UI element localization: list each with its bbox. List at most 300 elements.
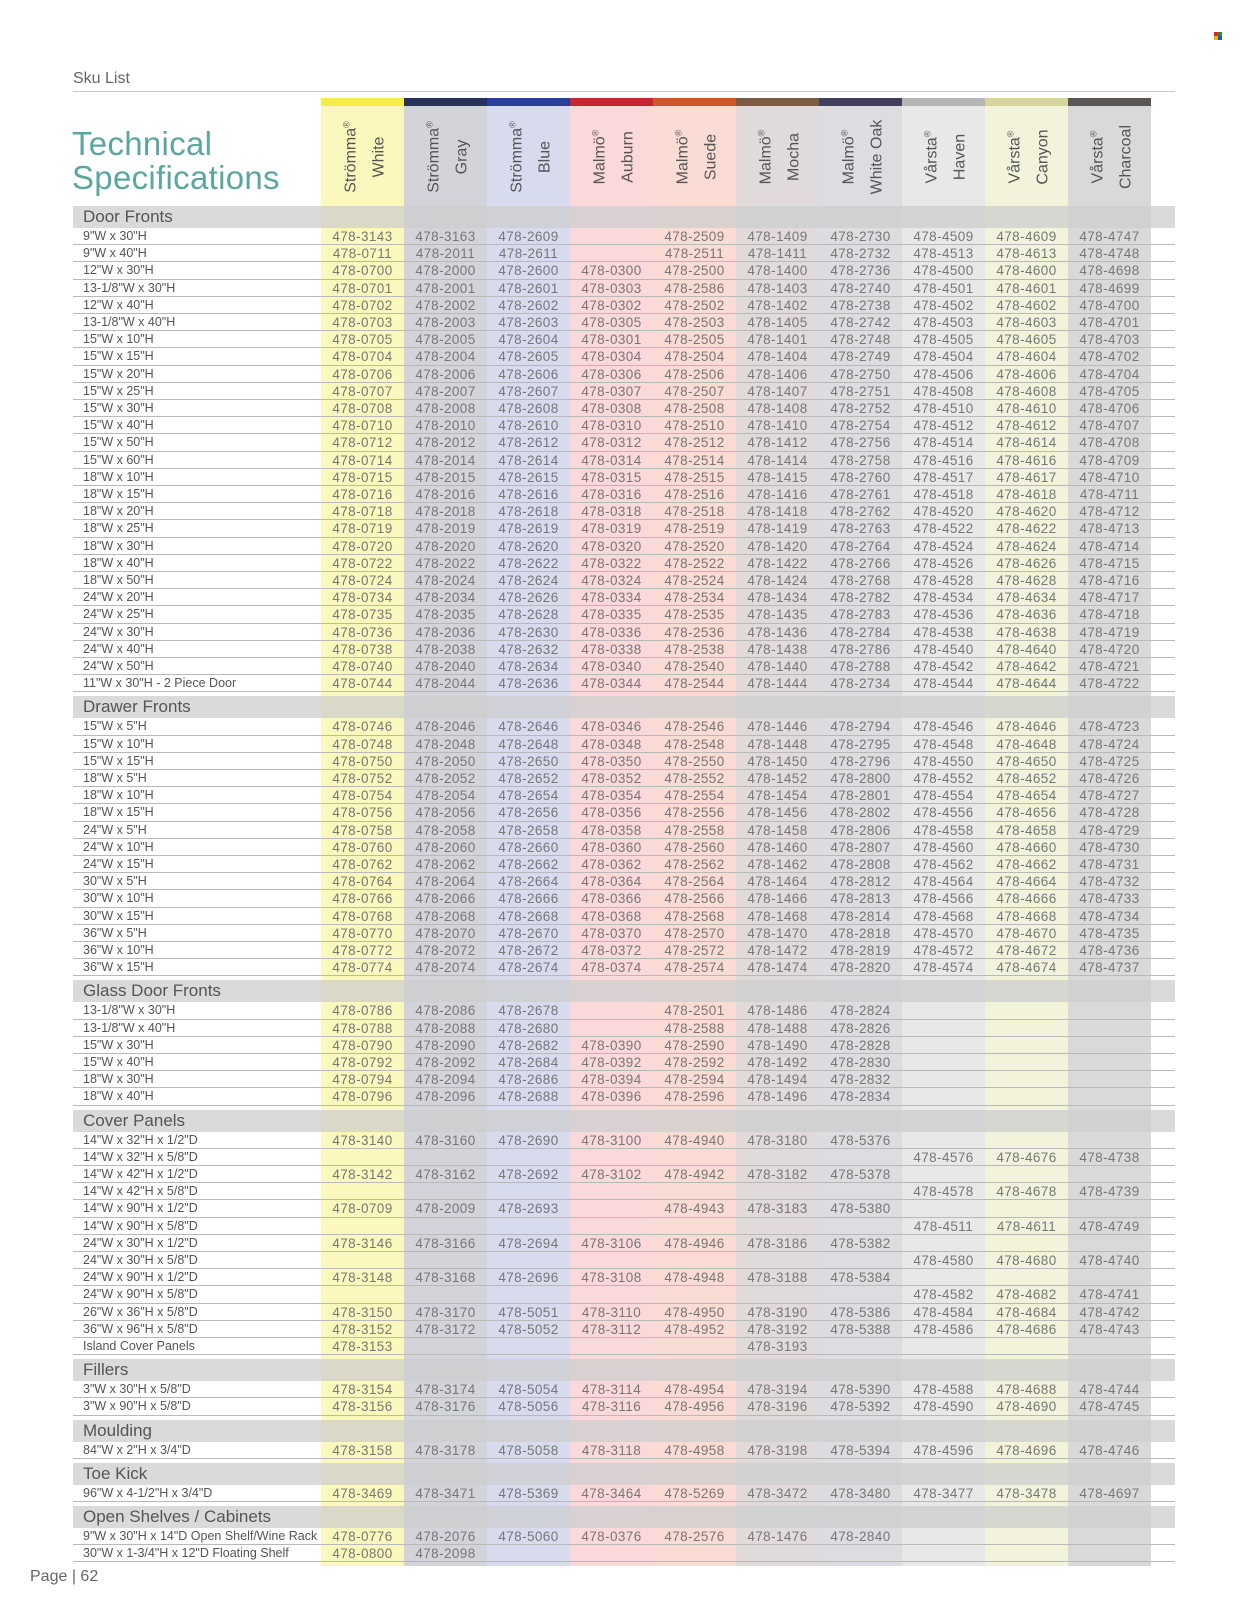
sku-cell: 478-2832 bbox=[830, 1072, 891, 1088]
sku-cell: 478-2512 bbox=[664, 435, 725, 451]
sku-cell: 478-1464 bbox=[747, 874, 808, 890]
sku-cell: 478-0734 bbox=[332, 590, 393, 606]
sku-cell: 478-4682 bbox=[996, 1287, 1057, 1303]
sku-cell: 478-1412 bbox=[747, 435, 808, 451]
sku-cell: 478-4617 bbox=[996, 469, 1057, 485]
sku-cell: 478-0705 bbox=[332, 332, 393, 348]
registered-mark: ® bbox=[423, 121, 434, 128]
sku-cell: 478-2750 bbox=[830, 366, 891, 382]
table-row bbox=[73, 1002, 1175, 1019]
sku-cell: 478-0722 bbox=[332, 555, 393, 571]
sku-cell: 478-1424 bbox=[747, 573, 808, 588]
row-size-label: 36"W x 96"H x 5/8"D bbox=[83, 1321, 198, 1336]
table-row bbox=[73, 856, 1175, 873]
sku-cell: 478-2742 bbox=[830, 315, 891, 330]
row-size-label: 14"W x 32"H x 5/8"D bbox=[83, 1149, 198, 1164]
table-row bbox=[73, 1304, 1175, 1321]
sku-cell: 478-4628 bbox=[996, 573, 1057, 588]
row-size-label: 11"W x 30"H - 2 Piece Door bbox=[83, 676, 237, 691]
sku-cell: 478-4609 bbox=[996, 229, 1057, 244]
sku-cell: 478-1468 bbox=[747, 908, 808, 924]
sku-cell: 478-2011 bbox=[415, 246, 476, 262]
sku-cell: 478-3158 bbox=[332, 1442, 393, 1458]
sku-cell: 478-4745 bbox=[1079, 1399, 1140, 1415]
sku-cell: 478-4614 bbox=[996, 435, 1057, 451]
sku-cell: 478-0768 bbox=[332, 908, 393, 924]
sku-cell: 478-2554 bbox=[664, 788, 725, 804]
sku-cell: 478-4564 bbox=[913, 874, 974, 890]
sku-cell: 478-0764 bbox=[332, 874, 393, 890]
sku-cell: 478-1462 bbox=[747, 857, 808, 872]
sku-cell: 478-2520 bbox=[664, 538, 725, 554]
sku-cell: 478-2070 bbox=[415, 925, 476, 941]
sku-cell: 478-4734 bbox=[1079, 908, 1140, 924]
sku-cell: 478-2588 bbox=[664, 1020, 725, 1036]
table-row bbox=[73, 297, 1175, 314]
sku-cell: 478-4719 bbox=[1079, 624, 1140, 640]
sku-cell: 478-4697 bbox=[1079, 1485, 1140, 1501]
row-size-label: 18"W x 15"H bbox=[83, 487, 154, 501]
sku-cell: 478-2692 bbox=[498, 1167, 559, 1182]
sku-cell: 478-2749 bbox=[830, 349, 891, 365]
sku-cell: 478-2806 bbox=[830, 822, 891, 838]
sku-cell: 478-2768 bbox=[830, 573, 891, 588]
column-header bbox=[570, 98, 653, 211]
sku-cell: 478-3469 bbox=[332, 1485, 393, 1501]
sku-cell: 478-4536 bbox=[913, 607, 974, 623]
sku-cell: 478-4730 bbox=[1079, 839, 1140, 855]
sku-cell: 478-0394 bbox=[581, 1072, 642, 1088]
sku-cell: 478-4716 bbox=[1079, 573, 1140, 588]
sku-cell: 478-4505 bbox=[913, 332, 974, 348]
sku-cell: 478-4668 bbox=[996, 908, 1057, 924]
sku-cell: 478-2604 bbox=[498, 332, 559, 348]
sku-cell: 478-0334 bbox=[581, 590, 642, 606]
sku-cell: 478-0305 bbox=[581, 315, 642, 330]
section-header bbox=[73, 980, 1175, 1002]
sku-cell: 478-5394 bbox=[830, 1442, 891, 1458]
column-brand bbox=[581, 130, 614, 185]
row-size-label: 18"W x 20"H bbox=[83, 504, 154, 519]
sku-cell: 478-1458 bbox=[747, 822, 808, 838]
sku-cell: 478-0736 bbox=[332, 624, 393, 640]
sku-cell: 478-0712 bbox=[332, 435, 393, 451]
sku-cell: 478-2064 bbox=[415, 874, 476, 890]
sku-cell: 478-2001 bbox=[415, 280, 476, 296]
sku-cell: 478-2505 bbox=[664, 332, 725, 348]
sku-cell: 478-2500 bbox=[664, 263, 725, 279]
sku-cell: 478-2690 bbox=[498, 1132, 559, 1148]
sku-cell: 478-2620 bbox=[498, 538, 559, 554]
sku-cell: 478-4596 bbox=[913, 1442, 974, 1458]
sku-cell: 478-4572 bbox=[913, 943, 974, 958]
sku-cell: 478-4742 bbox=[1079, 1304, 1140, 1320]
registered-mark: ® bbox=[506, 121, 517, 128]
sku-cell: 478-0800 bbox=[332, 1546, 393, 1562]
sku-cell: 478-3193 bbox=[747, 1339, 808, 1354]
sku-cell: 478-3198 bbox=[747, 1442, 808, 1458]
row-size-label: 15"W x 40"H bbox=[83, 1055, 154, 1069]
sku-cell: 478-0335 bbox=[581, 607, 642, 623]
sku-cell: 478-4510 bbox=[913, 401, 974, 416]
sku-cell: 478-0770 bbox=[332, 925, 393, 941]
sku-cell: 478-4620 bbox=[996, 504, 1057, 520]
sku-cell: 478-4704 bbox=[1079, 366, 1140, 382]
sku-cell: 478-4580 bbox=[913, 1253, 974, 1268]
sku-cell: 478-2600 bbox=[498, 263, 559, 279]
sku-cell: 478-0703 bbox=[332, 315, 393, 330]
row-size-label: 18"W x 15"H bbox=[83, 805, 154, 820]
sku-cell: 478-3188 bbox=[747, 1270, 808, 1286]
sku-cell: 478-5390 bbox=[830, 1382, 891, 1398]
row-size-label: 24"W x 25"H bbox=[83, 607, 154, 622]
sku-cell: 478-4958 bbox=[664, 1442, 725, 1458]
sku-cell: 478-2024 bbox=[415, 573, 476, 588]
sku-cell: 478-5392 bbox=[830, 1399, 891, 1415]
column-color-name: Canyon bbox=[1034, 129, 1052, 185]
sku-cell: 478-4718 bbox=[1079, 607, 1140, 623]
sku-cell: 478-4514 bbox=[913, 435, 974, 451]
sku-cell: 478-2594 bbox=[664, 1072, 725, 1088]
sku-cell: 478-0372 bbox=[581, 943, 642, 958]
table-row bbox=[73, 1321, 1175, 1338]
sku-cell: 478-2006 bbox=[415, 366, 476, 382]
sku-cell: 478-4540 bbox=[913, 641, 974, 657]
sku-cell: 478-2005 bbox=[415, 332, 476, 348]
sku-cell: 478-2607 bbox=[498, 383, 559, 399]
sku-cell: 478-2538 bbox=[664, 641, 725, 657]
table-row bbox=[73, 1235, 1175, 1252]
table-row bbox=[73, 908, 1175, 925]
column-header-label bbox=[747, 130, 808, 185]
sku-cell: 478-0302 bbox=[581, 297, 642, 313]
column-brand-text: Vårsta bbox=[923, 137, 941, 184]
table-row bbox=[73, 555, 1175, 572]
sku-cell: 478-4676 bbox=[996, 1149, 1057, 1165]
sku-cell: 478-4715 bbox=[1079, 555, 1140, 571]
sku-cell: 478-4711 bbox=[1079, 487, 1140, 502]
row-size-label: 36"W x 15"H bbox=[83, 960, 154, 975]
column-brand bbox=[1079, 125, 1112, 189]
table-row bbox=[73, 942, 1175, 959]
sku-cell: 478-0701 bbox=[332, 280, 393, 296]
page-title-line1: Technical bbox=[72, 125, 213, 162]
sku-cell: 478-1472 bbox=[747, 943, 808, 958]
sku-cell: 478-4612 bbox=[996, 418, 1057, 434]
row-size-label: 15"W x 20"H bbox=[83, 366, 154, 381]
sku-cell: 478-2636 bbox=[498, 676, 559, 692]
sku-cell: 478-5058 bbox=[498, 1442, 559, 1458]
table-row bbox=[73, 658, 1175, 675]
row-size-label: 15"W x 30"H bbox=[83, 1037, 154, 1052]
sku-cell: 478-3142 bbox=[332, 1167, 393, 1182]
sku-cell: 478-0336 bbox=[581, 624, 642, 640]
sku-cell: 478-1416 bbox=[747, 487, 808, 502]
row-size-label: 9"W x 40"H bbox=[83, 246, 147, 261]
section-header bbox=[73, 1463, 1175, 1485]
row-size-label: 24"W x 90"H x 5/8"D bbox=[83, 1287, 198, 1302]
table-row bbox=[73, 520, 1175, 537]
sku-cell: 478-2786 bbox=[830, 641, 891, 657]
sku-cell: 478-4700 bbox=[1079, 297, 1140, 313]
row-size-label: 18"W x 40"H bbox=[83, 555, 154, 570]
sku-cell: 478-4616 bbox=[996, 452, 1057, 468]
sku-cell: 478-4605 bbox=[996, 332, 1057, 348]
sku-cell: 478-2634 bbox=[498, 659, 559, 674]
sku-cell: 478-4650 bbox=[996, 753, 1057, 769]
table-row bbox=[73, 280, 1175, 297]
row-size-label: 24"W x 50"H bbox=[83, 659, 154, 673]
sku-cell: 478-4746 bbox=[1079, 1442, 1140, 1458]
sku-cell: 478-2624 bbox=[498, 573, 559, 588]
sku-cell: 478-2570 bbox=[664, 925, 725, 941]
sku-cell: 478-0796 bbox=[332, 1089, 393, 1105]
sku-cell: 478-2508 bbox=[664, 401, 725, 416]
sku-cell: 478-2010 bbox=[415, 418, 476, 434]
sku-cell: 478-2630 bbox=[498, 624, 559, 640]
sku-cell: 478-2016 bbox=[415, 487, 476, 502]
table-row bbox=[73, 1485, 1175, 1502]
color-band bbox=[487, 98, 570, 106]
sku-cell: 478-3186 bbox=[747, 1235, 808, 1251]
sku-cell: 478-0307 bbox=[581, 383, 642, 399]
table-row bbox=[73, 1149, 1175, 1166]
sku-cell: 478-3160 bbox=[415, 1132, 476, 1148]
sku-cell: 478-2560 bbox=[664, 839, 725, 855]
column-header-label bbox=[1079, 125, 1140, 189]
sku-cell: 478-2764 bbox=[830, 538, 891, 554]
sku-cell: 478-4703 bbox=[1079, 332, 1140, 348]
sku-cell: 478-4728 bbox=[1079, 805, 1140, 821]
color-band bbox=[902, 98, 985, 106]
column-header-label bbox=[913, 131, 974, 184]
sku-cell: 478-0774 bbox=[332, 960, 393, 976]
sku-cell: 478-0390 bbox=[581, 1037, 642, 1053]
sku-cell: 478-2632 bbox=[498, 641, 559, 657]
sku-cell: 478-2834 bbox=[830, 1089, 891, 1105]
column-color-name: White bbox=[370, 136, 388, 178]
sku-cell: 478-3182 bbox=[747, 1167, 808, 1182]
table-row bbox=[73, 804, 1175, 821]
sku-cell: 478-4603 bbox=[996, 315, 1057, 330]
column-brand bbox=[830, 120, 863, 195]
sku-cell: 478-3168 bbox=[415, 1270, 476, 1286]
column-brand bbox=[996, 129, 1029, 184]
table-row bbox=[73, 1200, 1175, 1217]
sku-cell: 478-4502 bbox=[913, 297, 974, 313]
sku-cell: 478-0304 bbox=[581, 349, 642, 365]
table-row bbox=[73, 1020, 1175, 1037]
sku-cell: 478-0314 bbox=[581, 452, 642, 468]
sku-cell: 478-2693 bbox=[498, 1201, 559, 1217]
sku-cell: 478-1418 bbox=[747, 504, 808, 520]
sku-cell: 478-0790 bbox=[332, 1037, 393, 1053]
row-size-label: 9"W x 30"H bbox=[83, 229, 147, 243]
sku-cell: 478-4508 bbox=[913, 383, 974, 399]
row-size-label: 30"W x 1-3/4"H x 12"D Floating Shelf bbox=[83, 1546, 289, 1561]
sku-cell: 478-2614 bbox=[498, 452, 559, 468]
sku-cell: 478-1456 bbox=[747, 805, 808, 821]
sku-cell: 478-4725 bbox=[1079, 753, 1140, 769]
sku-cell: 478-2056 bbox=[415, 805, 476, 821]
sku-cell: 478-4726 bbox=[1079, 771, 1140, 786]
sku-cell: 478-4954 bbox=[664, 1382, 725, 1398]
sku-cell: 478-1403 bbox=[747, 280, 808, 296]
sku-cell: 478-2840 bbox=[830, 1529, 891, 1544]
sku-cell: 478-3174 bbox=[415, 1382, 476, 1398]
sku-cell: 478-4548 bbox=[913, 736, 974, 752]
sku-cell: 478-4710 bbox=[1079, 469, 1140, 485]
sku-cell: 478-3108 bbox=[581, 1270, 642, 1286]
sku-cell: 478-3152 bbox=[332, 1321, 393, 1337]
sku-cell: 478-0710 bbox=[332, 418, 393, 434]
sku-cell: 478-2670 bbox=[498, 925, 559, 941]
sku-cell: 478-2658 bbox=[498, 822, 559, 838]
sku-cell: 478-2515 bbox=[664, 469, 725, 485]
sku-cell: 478-2572 bbox=[664, 943, 725, 958]
sku-cell: 478-2002 bbox=[415, 297, 476, 313]
sku-cell: 478-0735 bbox=[332, 607, 393, 623]
sku-cell: 478-4624 bbox=[996, 538, 1057, 554]
sku-cell: 478-1460 bbox=[747, 839, 808, 855]
sku-cell: 478-0368 bbox=[581, 908, 642, 924]
sku-cell: 478-0738 bbox=[332, 641, 393, 657]
sku-cell: 478-0366 bbox=[581, 891, 642, 907]
sku-cell: 478-2516 bbox=[664, 487, 725, 502]
sku-cell: 478-4608 bbox=[996, 383, 1057, 399]
sku-cell: 478-2548 bbox=[664, 736, 725, 752]
sku-cell: 478-4744 bbox=[1079, 1382, 1140, 1398]
sku-cell: 478-0744 bbox=[332, 676, 393, 692]
sku-cell: 478-1419 bbox=[747, 521, 808, 537]
sku-cell: 478-2666 bbox=[498, 891, 559, 907]
sku-cell: 478-0374 bbox=[581, 960, 642, 976]
sku-cell: 478-2536 bbox=[664, 624, 725, 640]
row-size-label: 26"W x 36"H x 5/8"D bbox=[83, 1304, 198, 1319]
row-size-label: 15"W x 50"H bbox=[83, 435, 154, 450]
sku-cell: 478-2568 bbox=[664, 908, 725, 924]
sku-cell: 478-3140 bbox=[332, 1132, 393, 1148]
column-brand bbox=[747, 130, 780, 185]
sku-cell: 478-3143 bbox=[332, 229, 393, 244]
sku-cell: 478-0354 bbox=[581, 788, 642, 804]
sku-cell: 478-4660 bbox=[996, 839, 1057, 855]
sku-cell: 478-0306 bbox=[581, 366, 642, 382]
sku-cell: 478-1401 bbox=[747, 332, 808, 348]
sku-cell: 478-2088 bbox=[415, 1020, 476, 1036]
sku-cell: 478-3176 bbox=[415, 1399, 476, 1415]
sku-cell: 478-0718 bbox=[332, 504, 393, 520]
row-size-label: 14"W x 42"H x 5/8"D bbox=[83, 1184, 198, 1199]
sku-cell: 478-2066 bbox=[415, 891, 476, 907]
sku-cell: 478-4731 bbox=[1079, 857, 1140, 872]
sku-cell: 478-3162 bbox=[415, 1167, 476, 1182]
sku-cell: 478-4741 bbox=[1079, 1287, 1140, 1303]
sku-cell: 478-0716 bbox=[332, 487, 393, 502]
sku-cell: 478-2019 bbox=[415, 521, 476, 537]
sku-cell: 478-2558 bbox=[664, 822, 725, 838]
sku-cell: 478-4950 bbox=[664, 1304, 725, 1320]
sku-cell: 478-2009 bbox=[415, 1201, 476, 1217]
row-size-label: 18"W x 10"H bbox=[83, 469, 154, 484]
sku-cell: 478-3163 bbox=[415, 229, 476, 244]
sku-cell: 478-4538 bbox=[913, 624, 974, 640]
table-row bbox=[73, 383, 1175, 400]
sku-cell: 478-4747 bbox=[1079, 229, 1140, 244]
sku-cell: 478-4582 bbox=[913, 1287, 974, 1303]
sku-cell: 478-0708 bbox=[332, 401, 393, 416]
table-row bbox=[73, 503, 1175, 520]
sku-cell: 478-0301 bbox=[581, 332, 642, 348]
section-title: Toe Kick bbox=[83, 1463, 148, 1483]
sku-cell: 478-2616 bbox=[498, 487, 559, 502]
sku-cell: 478-2668 bbox=[498, 908, 559, 924]
column-brand-text: Vårsta bbox=[1006, 137, 1024, 184]
sku-cell: 478-2007 bbox=[415, 383, 476, 399]
sku-cell: 478-0746 bbox=[332, 719, 393, 735]
sku-cell: 478-2820 bbox=[830, 960, 891, 976]
sku-cell: 478-4509 bbox=[913, 229, 974, 244]
row-size-label: 24"W x 30"H bbox=[83, 624, 154, 639]
sku-cell: 478-0706 bbox=[332, 366, 393, 382]
sku-cell: 478-2052 bbox=[415, 771, 476, 786]
sku-cell: 478-4654 bbox=[996, 788, 1057, 804]
sku-cell: 478-4708 bbox=[1079, 435, 1140, 451]
sku-cell: 478-5060 bbox=[498, 1529, 559, 1544]
sku-cell: 478-0724 bbox=[332, 573, 393, 588]
sku-cell: 478-2022 bbox=[415, 555, 476, 571]
sku-cell: 478-4618 bbox=[996, 487, 1057, 502]
sku-cell: 478-0700 bbox=[332, 263, 393, 279]
sku-cell: 478-4702 bbox=[1079, 349, 1140, 365]
sku-cell: 478-2740 bbox=[830, 280, 891, 296]
sku-cell: 478-0740 bbox=[332, 659, 393, 674]
sku-cell: 478-4736 bbox=[1079, 943, 1140, 958]
table-row bbox=[73, 718, 1175, 735]
sku-cell: 478-3170 bbox=[415, 1304, 476, 1320]
registered-mark: ® bbox=[340, 121, 351, 128]
sku-cell: 478-1409 bbox=[747, 229, 808, 244]
sku-cell: 478-1404 bbox=[747, 349, 808, 365]
sku-cell: 478-4550 bbox=[913, 753, 974, 769]
sku-cell: 478-2046 bbox=[415, 719, 476, 735]
sku-cell: 478-4500 bbox=[913, 263, 974, 279]
row-size-label: 3"W x 30"H x 5/8"D bbox=[83, 1382, 191, 1397]
sku-cell: 478-4712 bbox=[1079, 504, 1140, 520]
column-header bbox=[1068, 98, 1151, 211]
sku-cell: 478-1414 bbox=[747, 452, 808, 468]
row-size-label: 13-1/8"W x 30"H bbox=[83, 1003, 176, 1018]
section-header bbox=[73, 1110, 1175, 1132]
sku-cell: 478-4701 bbox=[1079, 315, 1140, 330]
sku-cell: 478-2050 bbox=[415, 753, 476, 769]
column-color-name: Charcoal bbox=[1117, 124, 1135, 190]
table-row bbox=[73, 1054, 1175, 1071]
sku-cell: 478-1470 bbox=[747, 925, 808, 941]
sku-cell: 478-1452 bbox=[747, 771, 808, 786]
sku-cell: 478-2732 bbox=[830, 246, 891, 262]
sku-cell: 478-5380 bbox=[830, 1201, 891, 1217]
sku-cell: 478-2796 bbox=[830, 753, 891, 769]
sku-cell: 478-0748 bbox=[332, 736, 393, 752]
sku-cell: 478-5388 bbox=[830, 1321, 891, 1337]
row-size-label: 30"W x 15"H bbox=[83, 908, 154, 923]
section-title: Drawer Fronts bbox=[83, 697, 191, 717]
sku-cell: 478-4743 bbox=[1079, 1321, 1140, 1337]
sku-cell: 478-3118 bbox=[581, 1442, 642, 1458]
row-size-label: 36"W x 10"H bbox=[83, 943, 154, 957]
row-size-label: 24"W x 20"H bbox=[83, 590, 154, 605]
